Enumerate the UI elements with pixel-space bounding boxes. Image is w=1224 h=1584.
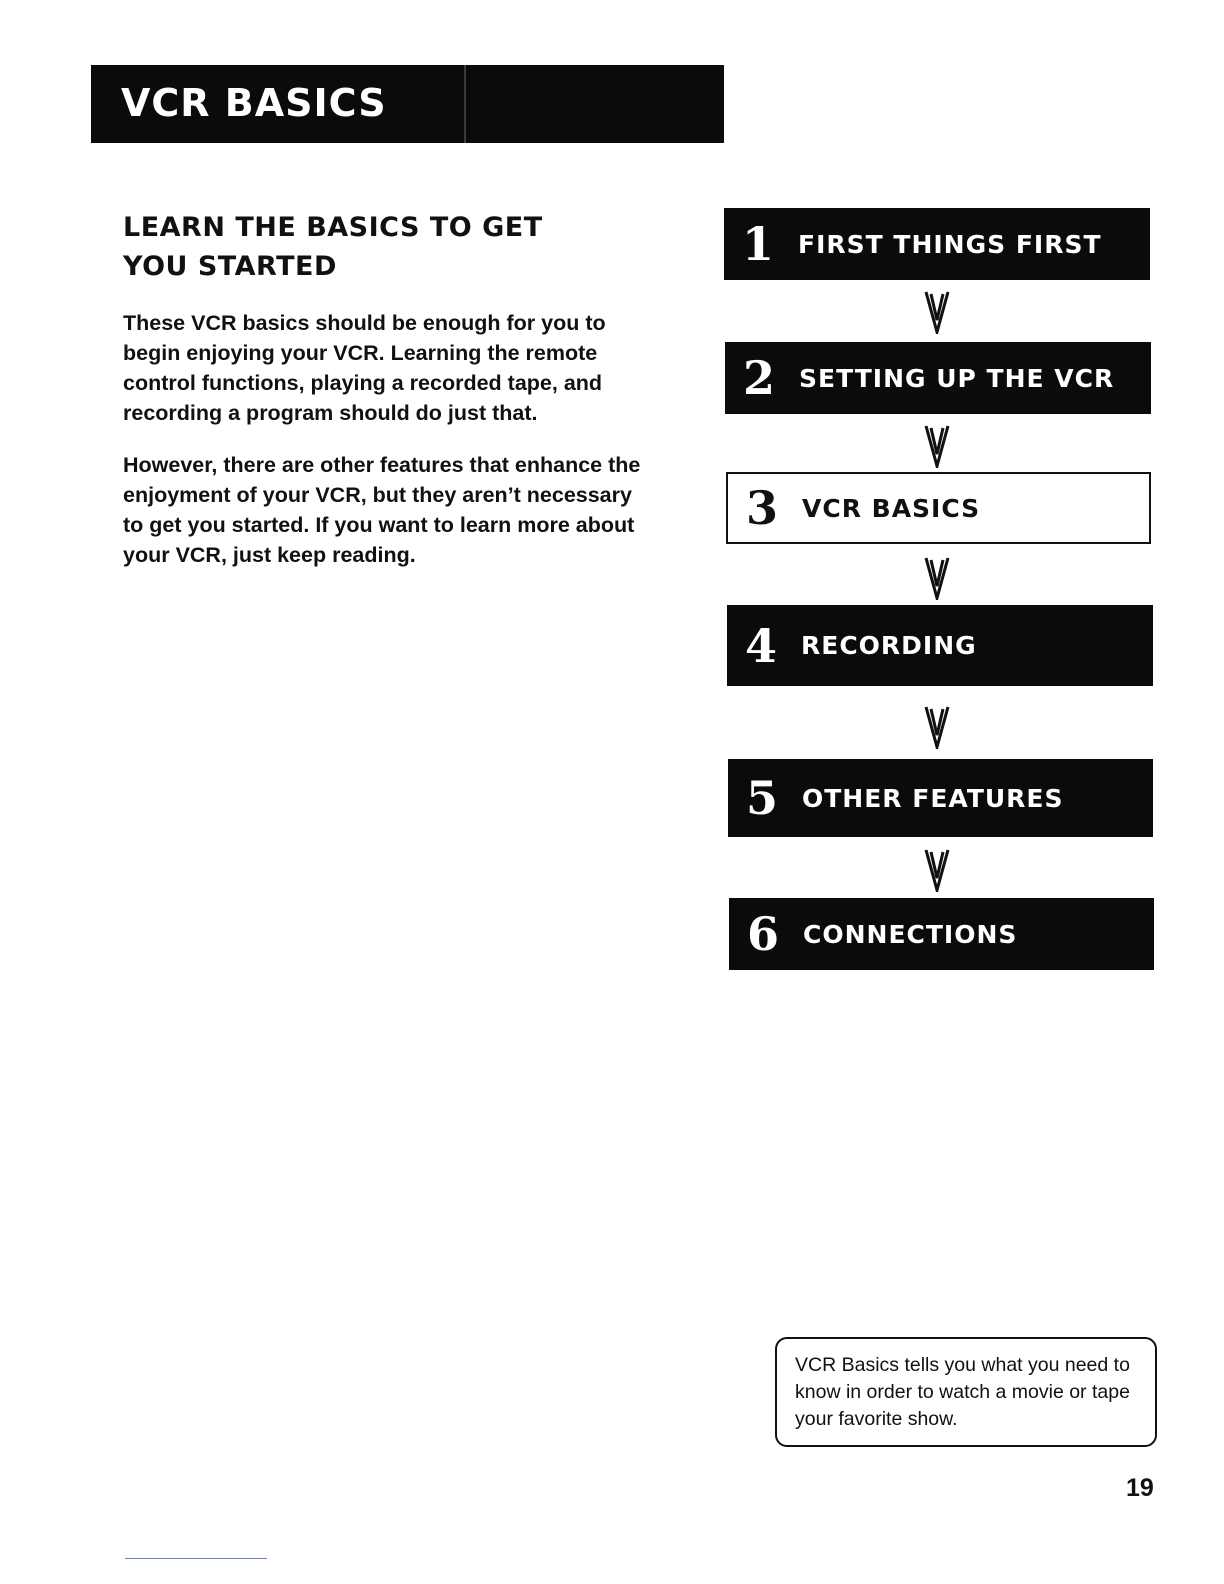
- section-heading-line-1: LEARN THE BASICS TO GET: [123, 212, 543, 243]
- section-heading-line-2: YOU STARTED: [123, 251, 337, 282]
- step-label: CONNECTIONS: [803, 919, 1018, 949]
- chapter-flowchart: [724, 208, 1156, 978]
- step-number: 6: [747, 907, 780, 961]
- page-number: 19: [1126, 1474, 1154, 1502]
- down-arrow-icon: [924, 705, 950, 749]
- intro-paragraph: These VCR basics should be enough for you to begin enjoying your VCR. Learning the remote control functions, playing a recorded tape, and recording a program should do just that.: [123, 311, 606, 425]
- header-divider: [464, 65, 466, 143]
- down-arrow-icon: [924, 848, 950, 892]
- chapter-header-bar: [91, 65, 724, 143]
- step-number: 4: [745, 618, 778, 673]
- step-number: 1: [742, 217, 775, 271]
- step-label: FIRST THINGS FIRST: [798, 229, 1102, 259]
- step-number: 5: [746, 771, 779, 825]
- tip-callout-box: [775, 1337, 1157, 1447]
- step-recording: [727, 605, 1153, 686]
- step-setting-up-the-vcr: [725, 342, 1151, 414]
- step-connections: [729, 898, 1154, 970]
- step-number: 2: [743, 351, 776, 405]
- footer-rule: [125, 1558, 267, 1559]
- step-label: SETTING UP THE VCR: [799, 363, 1115, 393]
- step-label: OTHER FEATURES: [802, 783, 1064, 813]
- down-arrow-icon: [924, 424, 950, 468]
- tip-callout-text: VCR Basics tells you what you need to know in order to watch a movie or tape your favorite show.: [795, 1354, 1130, 1430]
- features-paragraph: However, there are other features that enhance the enjoyment of your VCR, but they aren’t necessary to get you started. If you want to learn more about your VCR, just keep reading.: [123, 453, 641, 567]
- step-label: VCR BASICS: [802, 493, 981, 523]
- step-number: 3: [746, 481, 779, 535]
- down-arrow-icon: [924, 556, 950, 600]
- section-heading: [123, 208, 563, 286]
- step-first-things-first: [724, 208, 1150, 280]
- step-label: RECORDING: [801, 631, 977, 660]
- step-vcr-basics-current: [726, 472, 1151, 544]
- down-arrow-icon: [924, 290, 950, 334]
- chapter-title: VCR BASICS: [121, 81, 387, 125]
- step-other-features: [728, 759, 1153, 837]
